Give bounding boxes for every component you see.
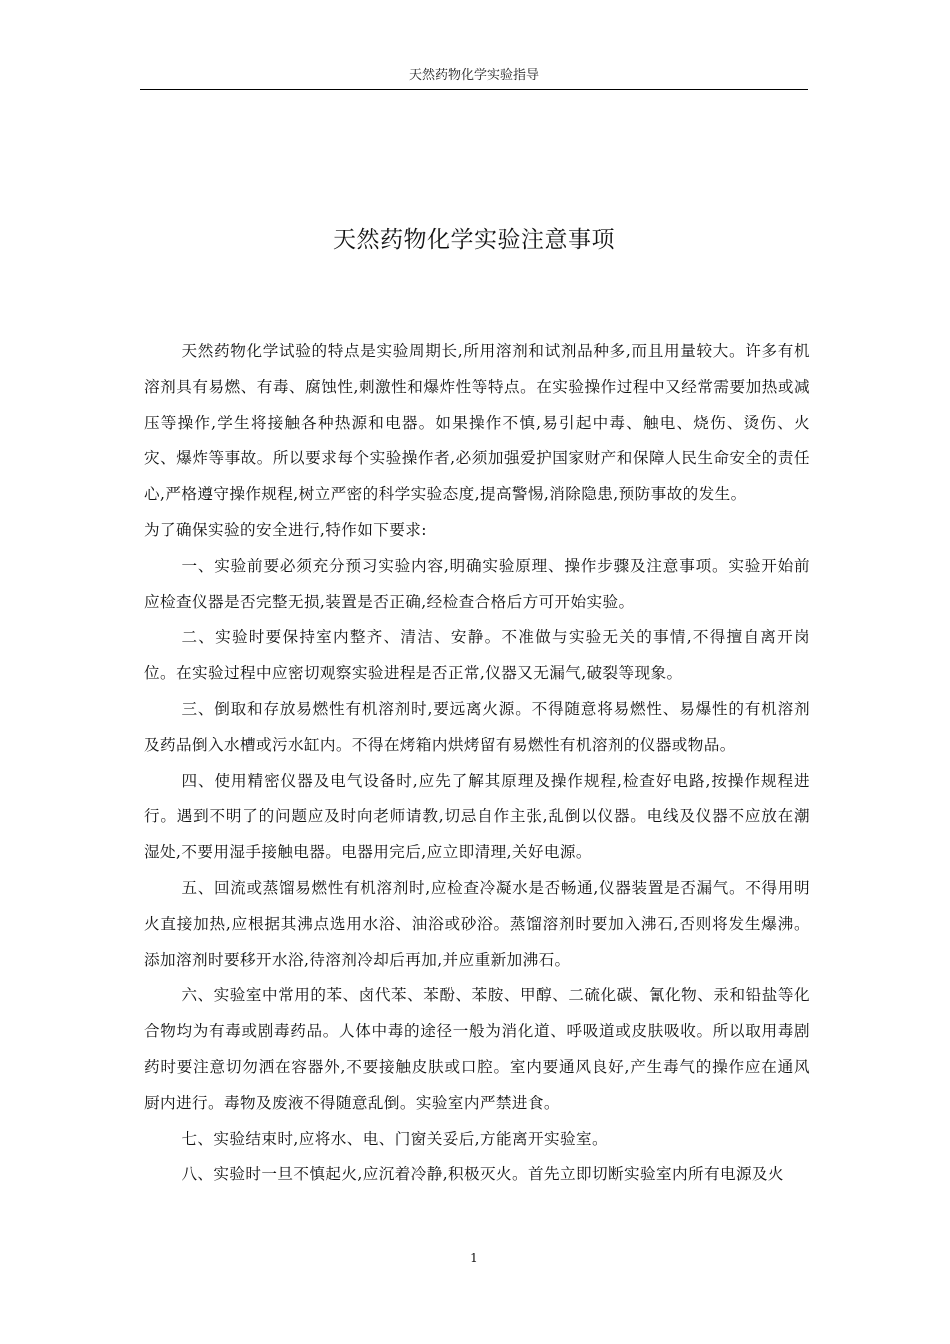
rule-item-1: 一、实验前要必须充分预习实验内容,明确实验原理、操作步骤及注意事项。实验开始前应检查仪器是否完整无损,装置是否正确,经检查合格后方可开始实验。 bbox=[144, 556, 810, 611]
rule-item-4: 四、使用精密仪器及电气设备时,应先了解其原理及操作规程,检查好电路,按操作规程进行。遇到不明了的问题应及时向老师请教,切忌自作主张,乱倒以仪器。电线及仪器不应放在潮湿处,不要用湿手接触电器。电器用完后,应立即清理,关好电源。 bbox=[144, 771, 810, 862]
rule-item-7: 七、实验结束时,应将水、电、门窗关妥后,方能离开实验室。 bbox=[181, 1129, 608, 1148]
rule-item-8: 八、实验时一旦不慎起火,应沉着冷静,积极灭火。首先立即切断实验室内所有电源及火 bbox=[181, 1165, 784, 1184]
rule-item-6: 六、实验室中常用的苯、卤代苯、苯酚、苯胺、甲醇、二硫化碳、氰化物、汞和铅盐等化合物均为有毒或剧毒药品。人体中毒的途径一般为消化道、呼吸道或皮肤吸收。所以取用毒剧药时要注意切勿洒在容器外,不要接触皮肤或口腔。室内要通风良好,产生毒气的操作应在通风厨内进行。毒物及废液不得随意乱倒。实验室内严禁进食。 bbox=[144, 986, 810, 1112]
rule-item-3: 三、倒取和存放易燃性有机溶剂时,要远离火源。不得随意将易燃性、易爆性的有机溶剂及药品倒入水槽或污水缸内。不得在烤箱内烘烤留有易燃性有机溶剂的仪器或物品。 bbox=[144, 699, 810, 754]
document-body bbox=[144, 334, 810, 1193]
document-title: 天然药物化学实验注意事项 bbox=[333, 227, 615, 253]
rule-item-2: 二、实验时要保持室内整齐、清洁、安静。不准做与实验无关的事情,不得擅自离开岗位。在实验过程中应密切观察实验进程是否正常,仪器又无漏气,破裂等现象。 bbox=[144, 628, 810, 683]
page-number: 1 bbox=[470, 1251, 478, 1265]
running-header: 天然药物化学实验指导 bbox=[408, 68, 539, 83]
rule-item-5: 五、回流或蒸馏易燃性有机溶剂时,应检查冷凝水是否畅通,仪器装置是否漏气。不得用明火直接加热,应根据其沸点选用水浴、油浴或砂浴。蒸馏溶剂时要加入沸石,否则将发生爆沸。添加溶剂时要移开水浴,待溶剂冷却后再加,并应重新加沸石。 bbox=[144, 878, 810, 969]
lead-in-paragraph: 为了确保实验的安全进行,特作如下要求: bbox=[144, 520, 427, 539]
header-rule bbox=[140, 89, 808, 90]
intro-paragraph: 天然药物化学试验的特点是实验周期长,所用溶剂和试剂品种多,而且用量较大。许多有机溶剂具有易燃、有毒、腐蚀性,刺激性和爆炸性等特点。在实验操作过程中又经常需要加热或减压等操作,学生将接触各种热源和电器。如果操作不慎,易引起中毒、触电、烧伤、烫伤、火灾、爆炸等事故。所以要求每个实验操作者,必须加强爱护国家财产和保障人民生命安全的责任心,严格遵守操作规程,树立严密的科学实验态度,提高警惕,消除隐患,预防事故的发生。 bbox=[144, 342, 810, 504]
